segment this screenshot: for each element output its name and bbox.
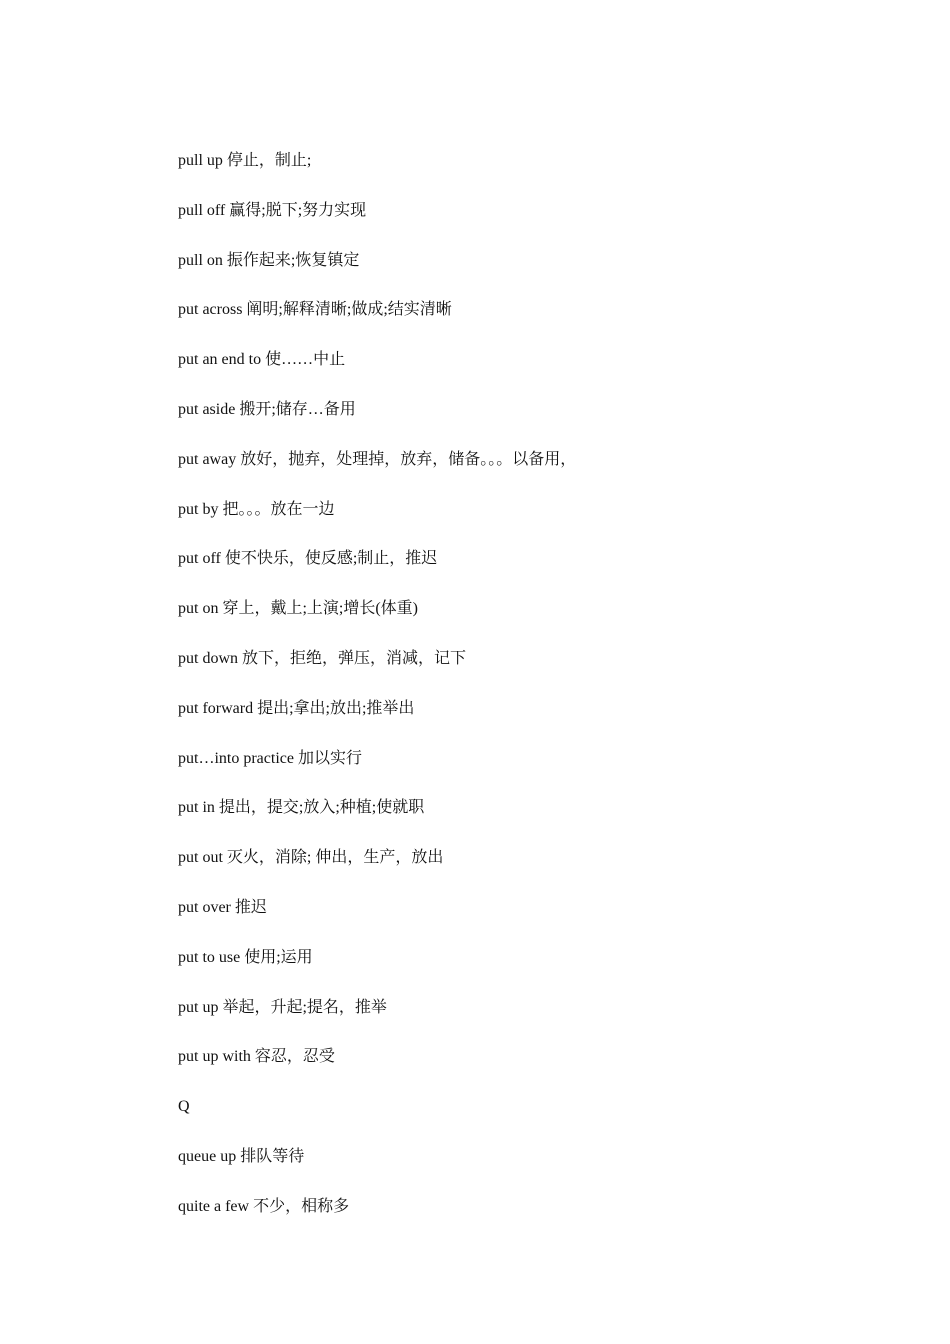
phrase-entry: pull on 振作起来;恢复镇定 — [178, 251, 360, 269]
phrase-entry: pull off 赢得;脱下;努力实现 — [178, 201, 367, 219]
phrase-entry: put on 穿上，戴上;上演;增长(体重) — [178, 600, 418, 618]
phrase-entry: put up with 容忍，忍受 — [178, 1048, 335, 1066]
phrase-entry: put up 举起，升起;提名，推举 — [178, 998, 387, 1016]
phrase-entry: put forward 提出;拿出;放出;推举出 — [178, 699, 415, 717]
phrase-entry: put to use 使用;运用 — [178, 948, 313, 966]
phrase-entry: put aside 搬开;储存…备用 — [178, 400, 356, 418]
phrase-entry: put down 放下，拒绝，弹压，消减，记下 — [178, 649, 467, 667]
phrase-entry: put an end to 使……中止 — [178, 351, 346, 369]
phrase-entry: put away 放好，抛弃，处理掉，放弃，储备。。。以备用， — [178, 450, 577, 468]
phrase-entry: put out 灭火，消除; 伸出，生产，放出 — [178, 849, 444, 867]
phrase-entry: put over 推迟 — [178, 898, 267, 916]
section-letter: Q — [178, 1098, 190, 1116]
phrase-entry: pull up 停止，制止; — [178, 152, 312, 169]
phrase-entry: quite a few 不少，相称多 — [178, 1197, 350, 1215]
phrase-entry: put…into practice 加以实行 — [178, 749, 362, 767]
phrase-entry: put by 把。。。放在一边 — [178, 500, 335, 518]
phrase-entry: queue up 排队等待 — [178, 1147, 305, 1165]
phrase-entry: put off 使不快乐，使反感;制止，推迟 — [178, 550, 438, 568]
phrase-entry: put in 提出，提交;放入;种植;使就职 — [178, 799, 425, 817]
phrase-list — [178, 147, 878, 1243]
phrase-entry: put across 阐明;解释清晰;做成;结实清晰 — [178, 301, 452, 319]
